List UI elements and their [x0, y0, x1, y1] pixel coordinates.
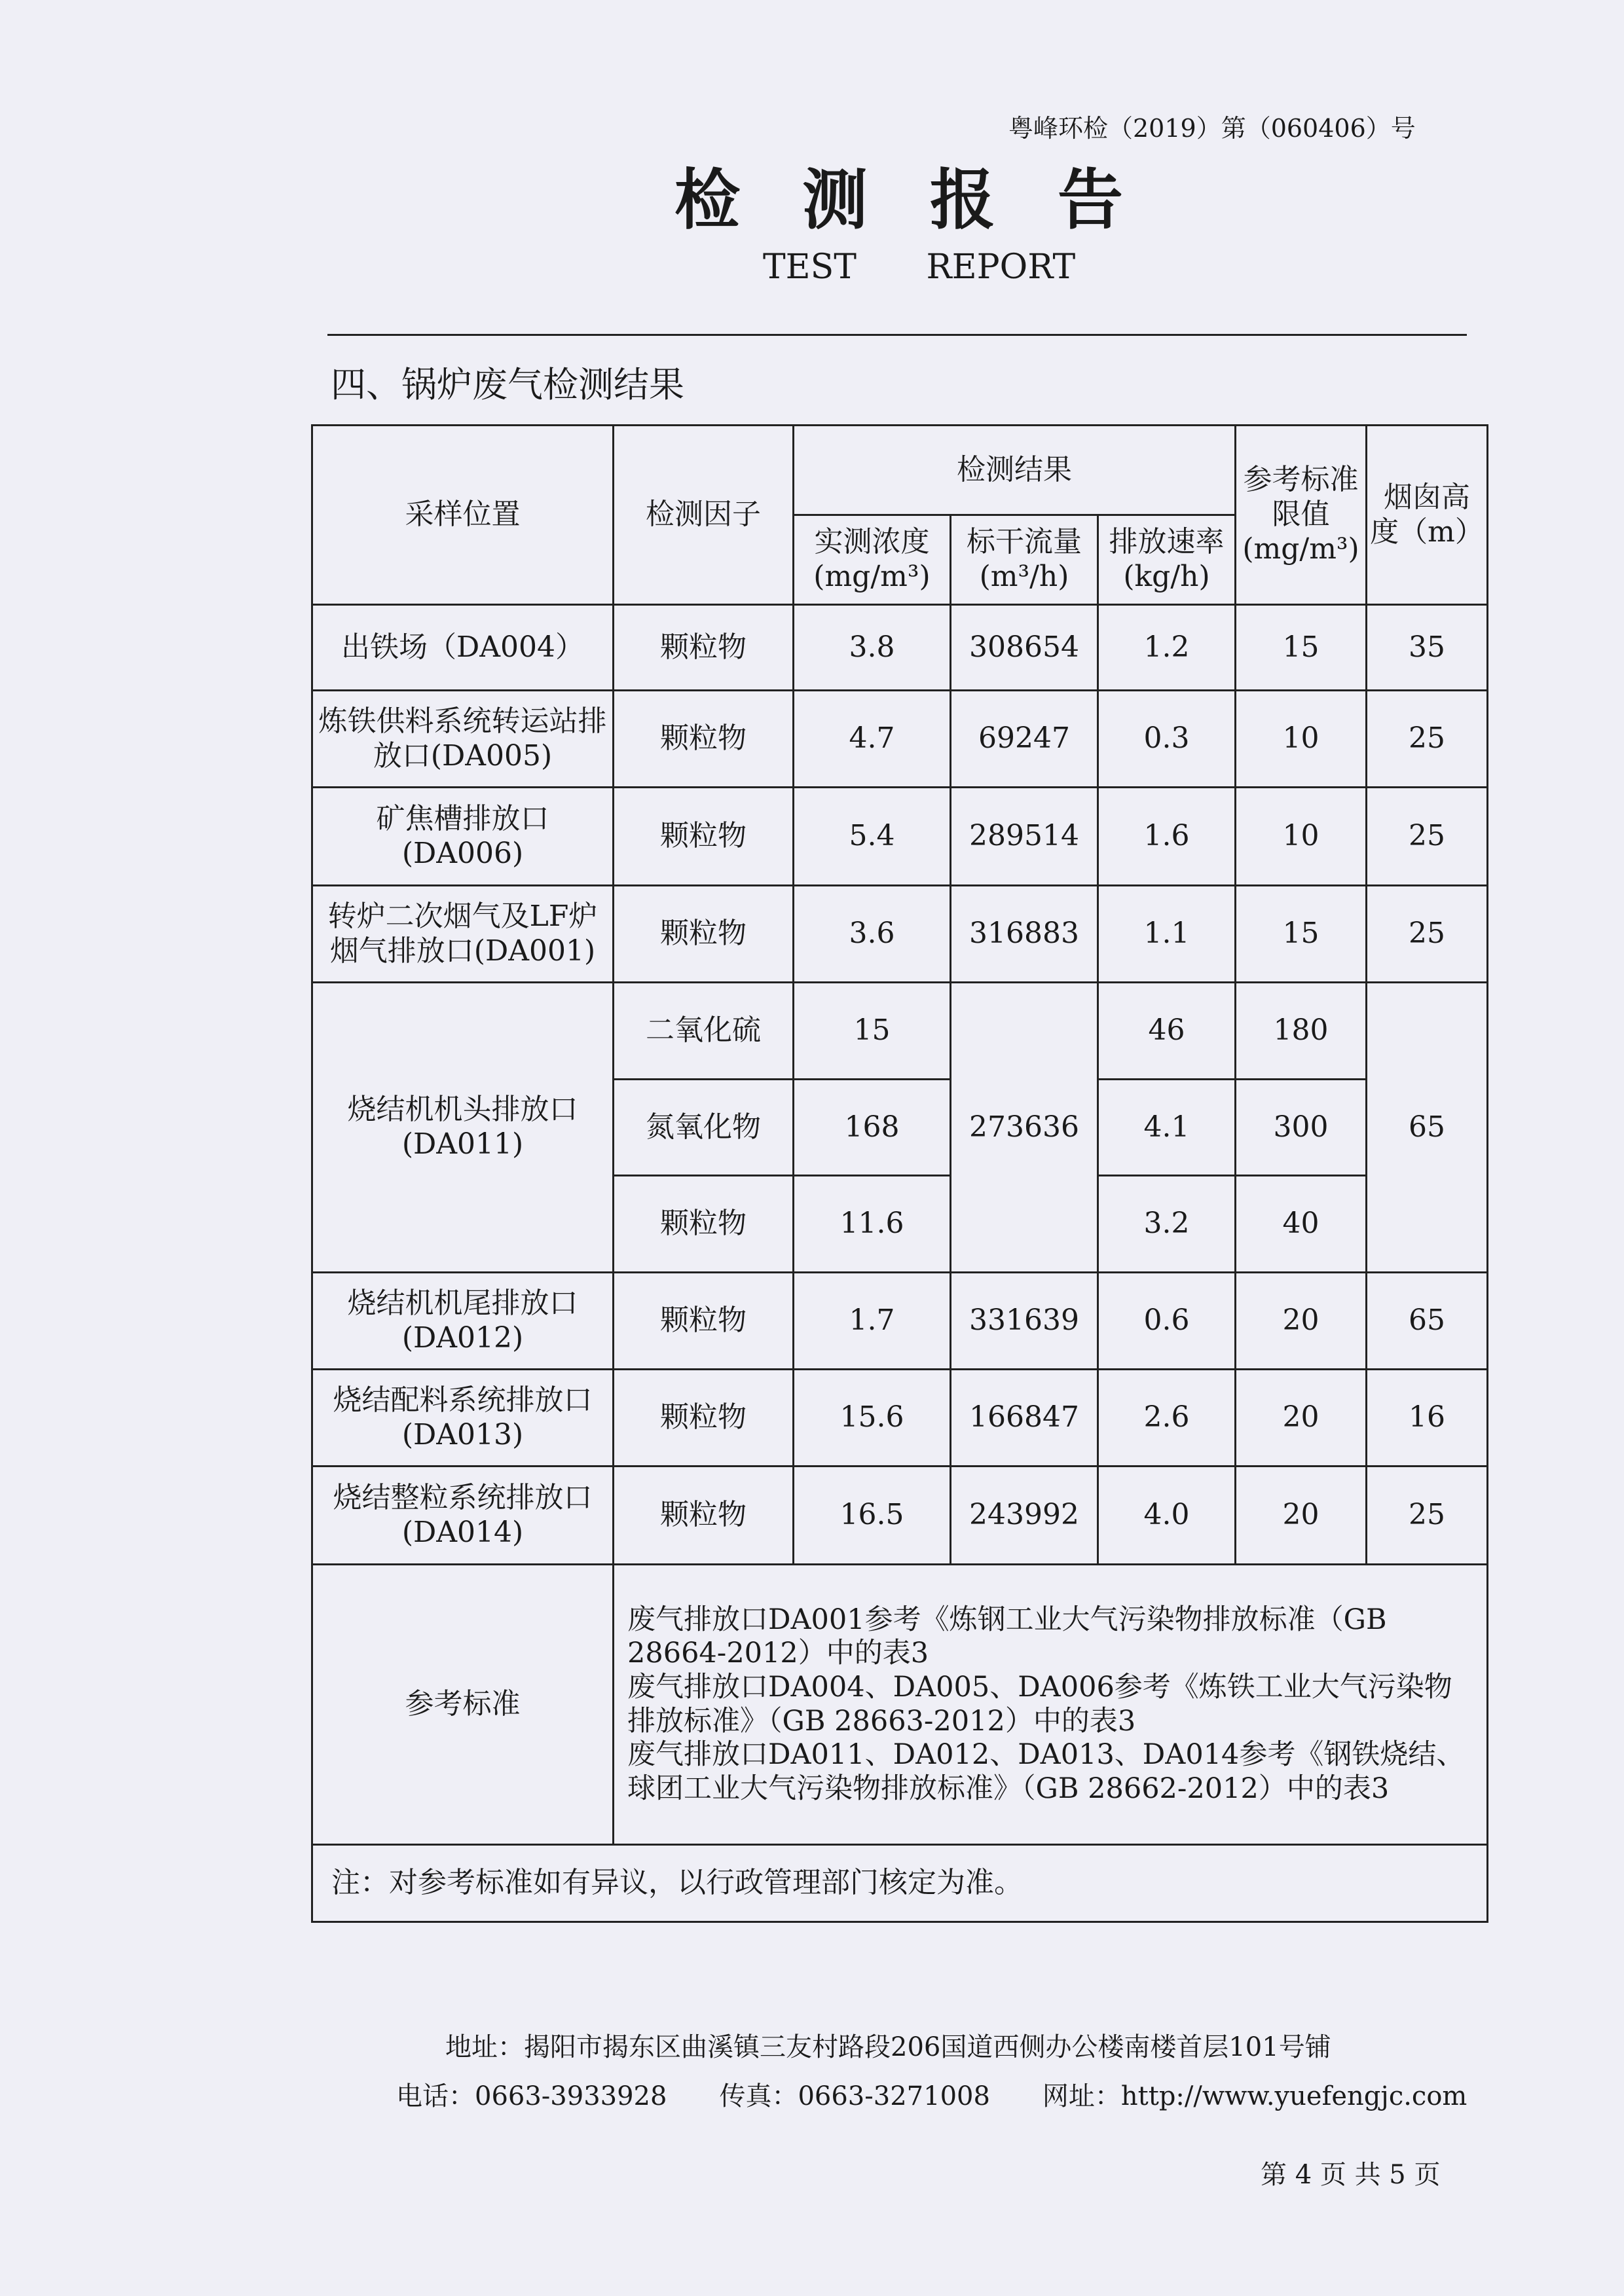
cell-rate: 2.6: [1098, 1370, 1236, 1467]
cell-height: 16: [1367, 1370, 1488, 1467]
reference-standard-line: 废气排放口DA001参考《炼钢工业大气污染物排放标准（GB 28664-2012）中的表3: [627, 1603, 1387, 1670]
footer-contact: 电话：0663-3933928 传真：0663-3271008 网址：http://www.yuefengjc.com: [396, 2081, 1467, 2111]
col-header-location: 采样位置: [312, 426, 614, 605]
cell-factor: 颗粒物: [614, 886, 794, 983]
cell-location: 炼铁供料系统转运站排放口(DA005): [312, 691, 614, 788]
reference-standard-label: 参考标准: [312, 1565, 614, 1845]
cell-flow: 166847: [951, 1370, 1098, 1467]
cell-limit: 15: [1236, 886, 1367, 983]
report-reference-number: 粤峰环检（2019）第（060406）号: [1008, 114, 1416, 143]
cell-concentration: 5.4: [794, 788, 951, 886]
cell-concentration: 3.6: [794, 886, 951, 983]
cell-factor: 颗粒物: [614, 605, 794, 691]
col-header-rate: 排放速率(kg/h): [1098, 515, 1236, 605]
cell-factor: 颗粒物: [614, 1273, 794, 1370]
cell-location: 烧结机机尾排放口(DA012): [312, 1273, 614, 1370]
report-title-english: TEST REPORT: [763, 247, 1076, 287]
cell-factor: 颗粒物: [614, 1370, 794, 1467]
cell-limit: 20: [1236, 1467, 1367, 1565]
report-title: 检测报告: [674, 161, 1185, 238]
cell-location: 矿焦槽排放口(DA006): [312, 788, 614, 886]
reference-standard-text: [614, 1565, 1488, 1845]
cell-factor: 颗粒物: [614, 788, 794, 886]
cell-location: 烧结整粒系统排放口(DA014): [312, 1467, 614, 1565]
cell-concentration: 4.7: [794, 691, 951, 788]
cell-location: 转炉二次烟气及LF炉烟气排放口(DA001): [312, 886, 614, 983]
cell-flow: 289514: [951, 788, 1098, 886]
cell-factor: 颗粒物: [614, 1467, 794, 1565]
cell-flow: 316883: [951, 886, 1098, 983]
reference-standard-line: 废气排放口DA011、DA012、DA013、DA014参考《钢铁烧结、球团工业大气污染物排放标准》（GB 28662-2012）中的表3: [627, 1738, 1465, 1805]
cell-flow: 243992: [951, 1467, 1098, 1565]
page-number: 第 4 页 共 5 页: [1261, 2160, 1441, 2190]
cell-flow: 273636: [951, 983, 1098, 1273]
cell-flow: 308654: [951, 605, 1098, 691]
cell-height: 65: [1367, 1273, 1488, 1370]
table-row: [312, 1273, 1488, 1370]
col-header-flow: 标干流量(m³/h): [951, 515, 1098, 605]
note-row: [312, 1845, 1488, 1922]
cell-limit: 15: [1236, 605, 1367, 691]
col-header-limit: 参考标准限值(mg/m³): [1236, 426, 1367, 605]
cell-concentration: 15.6: [794, 1370, 951, 1467]
col-header-concentration: 实测浓度(mg/m³): [794, 515, 951, 605]
cell-height: 25: [1367, 691, 1488, 788]
table-row: [312, 1467, 1488, 1565]
cell-rate: 1.6: [1098, 788, 1236, 886]
cell-rate: 0.6: [1098, 1273, 1236, 1370]
footer-address: 地址：揭阳市揭东区曲溪镇三友村路段206国道西侧办公楼南楼首层101号铺: [445, 2032, 1331, 2062]
cell-rate: 46: [1098, 983, 1236, 1080]
cell-concentration: 16.5: [794, 1467, 951, 1565]
cell-flow: 331639: [951, 1273, 1098, 1370]
header-divider: [327, 334, 1467, 336]
cell-height: 25: [1367, 886, 1488, 983]
cell-rate: 1.1: [1098, 886, 1236, 983]
table-row: [312, 1370, 1488, 1467]
cell-limit: 10: [1236, 788, 1367, 886]
table-row: [312, 886, 1488, 983]
cell-rate: 4.1: [1098, 1080, 1236, 1176]
cell-height: 65: [1367, 983, 1488, 1273]
table-row: [312, 983, 1488, 1080]
cell-height: 25: [1367, 1467, 1488, 1565]
cell-rate: 0.3: [1098, 691, 1236, 788]
table-row: [312, 788, 1488, 886]
table-row: [312, 605, 1488, 691]
section-title: 四、锅炉废气检测结果: [331, 364, 684, 405]
header-row: [312, 426, 1488, 515]
cell-location: 烧结配料系统排放口(DA013): [312, 1370, 614, 1467]
cell-rate: 3.2: [1098, 1176, 1236, 1273]
cell-concentration: 11.6: [794, 1176, 951, 1273]
cell-limit: 20: [1236, 1370, 1367, 1467]
cell-factor: 颗粒物: [614, 691, 794, 788]
results-table: [311, 424, 1488, 1923]
cell-flow: 69247: [951, 691, 1098, 788]
cell-factor: 颗粒物: [614, 1176, 794, 1273]
cell-concentration: 3.8: [794, 605, 951, 691]
col-header-factor: 检测因子: [614, 426, 794, 605]
cell-location: 出铁场（DA004）: [312, 605, 614, 691]
cell-concentration: 1.7: [794, 1273, 951, 1370]
reference-standard-line: 废气排放口DA004、DA005、DA006参考《炼铁工业大气污染物排放标准》（GB 28663-2012）中的表3: [627, 1670, 1452, 1738]
cell-factor: 二氧化硫: [614, 983, 794, 1080]
cell-height: 35: [1367, 605, 1488, 691]
reference-standard-row: [312, 1565, 1488, 1845]
cell-height: 25: [1367, 788, 1488, 886]
cell-limit: 40: [1236, 1176, 1367, 1273]
cell-location: 烧结机机头排放口(DA011): [312, 983, 614, 1273]
cell-concentration: 15: [794, 983, 951, 1080]
cell-rate: 4.0: [1098, 1467, 1236, 1565]
cell-limit: 10: [1236, 691, 1367, 788]
table-row: [312, 691, 1488, 788]
cell-limit: 300: [1236, 1080, 1367, 1176]
col-header-results: 检测结果: [794, 426, 1236, 515]
cell-factor: 氮氧化物: [614, 1080, 794, 1176]
col-header-height: 烟囱高度（m）: [1367, 426, 1488, 605]
cell-limit: 20: [1236, 1273, 1367, 1370]
cell-limit: 180: [1236, 983, 1367, 1080]
cell-concentration: 168: [794, 1080, 951, 1176]
cell-rate: 1.2: [1098, 605, 1236, 691]
note-text: 注：对参考标准如有异议，以行政管理部门核定为准。: [312, 1845, 1488, 1922]
